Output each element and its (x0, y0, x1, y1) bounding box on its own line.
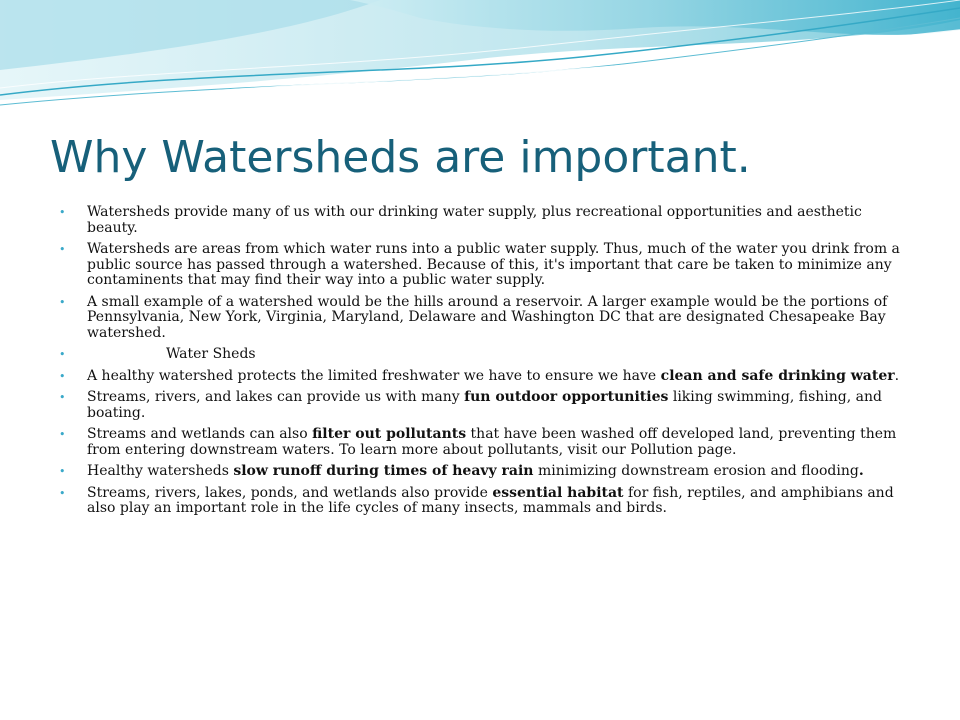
bullet-icon: • (59, 428, 66, 441)
bullet-text-segment: A healthy watershed protects the limited freshwater we have to ensure we have (87, 367, 661, 384)
bullet-text (87, 369, 900, 385)
bullet-text-segment: that have been washed off developed land, preventing them from entering downstream waters. To learn more about pollutants, visit our Pollution page. (87, 426, 897, 458)
bullet-text-segment: liking swimming, fishing, and boating. (87, 389, 882, 421)
bullet-item (58, 369, 900, 385)
bullet-text-segment: Streams, rivers, and lakes can provide us with many (87, 389, 465, 405)
bullet-text (87, 295, 900, 342)
bullet-text (87, 347, 900, 363)
bullet-item (58, 486, 900, 517)
bullet-text (87, 390, 900, 421)
bullet-item (58, 464, 900, 480)
bullet-text (87, 486, 900, 517)
bullet-item (58, 390, 900, 421)
bullet-text-segment: Watersheds are areas from which water runs into a public water supply. Thus, much of the water you drink from a public source has passed through a watershed. Because of this, it's important that care be taken to minimize any contaminents that may find their way into a public water supply. (87, 241, 900, 288)
bullet-item (58, 205, 900, 236)
wave-header-decoration (0, 0, 960, 130)
bullet-text-bold: slow runoff during times of heavy rain (233, 463, 534, 479)
bullet-icon: • (59, 243, 66, 256)
bullet-item (58, 347, 900, 363)
slide-title: Why Watersheds are important. (50, 132, 751, 183)
bullet-text-bold: filter out pollutants (312, 426, 467, 442)
bullet-text-bold: clean and safe drinking water (660, 367, 895, 384)
bullet-text-segment: Water Sheds (166, 346, 256, 362)
bullet-icon: • (59, 369, 66, 383)
bullet-icon: • (59, 295, 66, 309)
bullet-text (87, 242, 900, 289)
bullet-icon: • (59, 348, 66, 361)
bullet-text-segment: Watersheds provide many of us with our drinking water supply, plus recreational opportunities and aesthetic beauty. (87, 204, 862, 236)
bullet-item (58, 427, 900, 458)
bullet-list (58, 205, 900, 523)
bullet-text-segment: Streams and wetlands can also (87, 426, 313, 442)
bullet-text (87, 205, 900, 236)
bullet-text (87, 427, 900, 458)
bullet-text-bold: fun outdoor opportunities (464, 389, 669, 405)
bullet-text-segment: Streams, rivers, lakes, ponds, and wetlands also provide (87, 484, 493, 501)
bullet-item (58, 295, 900, 342)
bullet-item (58, 242, 900, 289)
bullet-text-segment: Healthy watersheds (87, 463, 234, 479)
bullet-text-segment: minimizing downstream erosion and flooding (533, 463, 859, 479)
bullet-text-segment: . (894, 367, 900, 384)
bullet-icon: • (59, 206, 66, 219)
bullet-text (87, 464, 900, 480)
bullet-icon: • (59, 465, 66, 478)
bullet-text-segment: A small example of a watershed would be the hills around a reservoir. A larger example would be the portions of Pennsylvania, New York, Virginia, Maryland, Delaware and Washington DC that are designated Chesapeake Bay watershed. (87, 293, 888, 341)
bullet-text-segment: for fish, reptiles, and amphibians and also play an important role in the life cycles of many insects, mammals and birds. (87, 484, 894, 516)
bullet-icon: • (59, 391, 66, 404)
bullet-icon: • (59, 486, 66, 500)
bullet-text-bold: essential habitat (492, 484, 624, 501)
bullet-text-bold: . (858, 463, 864, 479)
